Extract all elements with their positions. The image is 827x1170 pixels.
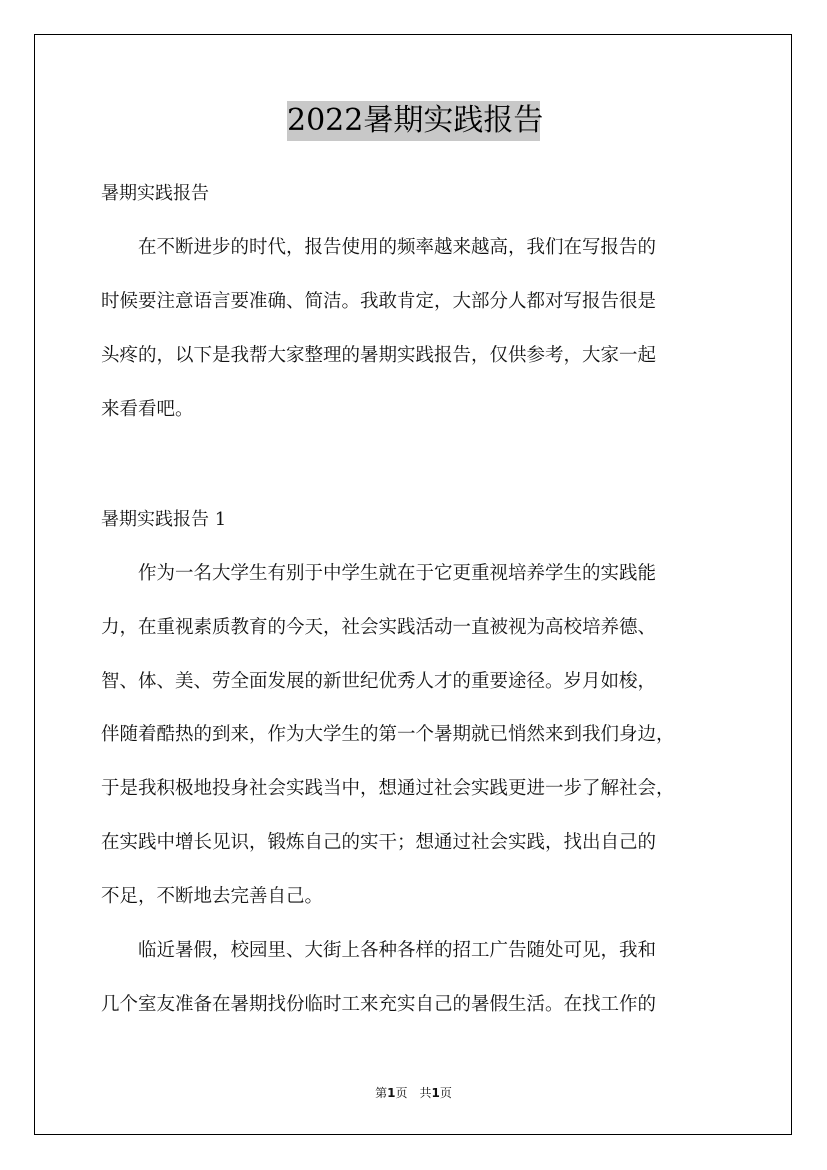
section1-line: 力，在重视素质教育的今天，社会实践活动一直被视为高校培养德、	[101, 617, 657, 638]
document-title: 2022暑期实践报告	[287, 101, 540, 141]
section1-line: 不足，不断地去完善自己。	[101, 886, 324, 907]
page-total: 1	[431, 1086, 440, 1100]
page-prefix: 第	[375, 1086, 388, 1100]
section1-line: 几个室友准备在暑期找份临时工来充实自己的暑假生活。在找工作的	[101, 994, 657, 1015]
intro-line: 在不断进步的时代，报告使用的频率越来越高，我们在写报告的	[101, 237, 657, 258]
intro-heading: 暑期实践报告	[101, 183, 209, 204]
page-current: 1	[387, 1086, 396, 1100]
section1-line: 作为一名大学生有别于中学生就在于它更重视培养学生的实践能	[101, 563, 657, 584]
section1-heading: 暑期实践报告 1	[101, 509, 227, 530]
intro-line: 时候要注意语言要准确、简洁。我敢肯定，大部分人都对写报告很是	[101, 291, 657, 312]
section1-line: 于是我积极地投身社会实践当中，想通过社会实践更进一步了解社会，	[101, 778, 675, 799]
section1-line: 智、体、美、劳全面发展的新世纪优秀人才的重要途径。岁月如梭，	[101, 671, 657, 692]
section1-line: 伴随着酷热的到来，作为大学生的第一个暑期就已悄然来到我们身边，	[101, 724, 675, 745]
intro-line: 头疼的，以下是我帮大家整理的暑期实践报告，仅供参考，大家一起	[101, 345, 657, 366]
section1-line: 在实践中增长见识，锻炼自己的实干；想通过社会实践，找出自己的	[101, 832, 657, 853]
page-mid: 页 共	[395, 1086, 432, 1100]
page-suffix: 页	[439, 1086, 452, 1100]
intro-line: 来看看吧。	[101, 399, 194, 420]
page-footer	[0, 1084, 827, 1101]
section1-line: 临近暑假，校园里、大街上各种各样的招工广告随处可见，我和	[101, 940, 657, 961]
